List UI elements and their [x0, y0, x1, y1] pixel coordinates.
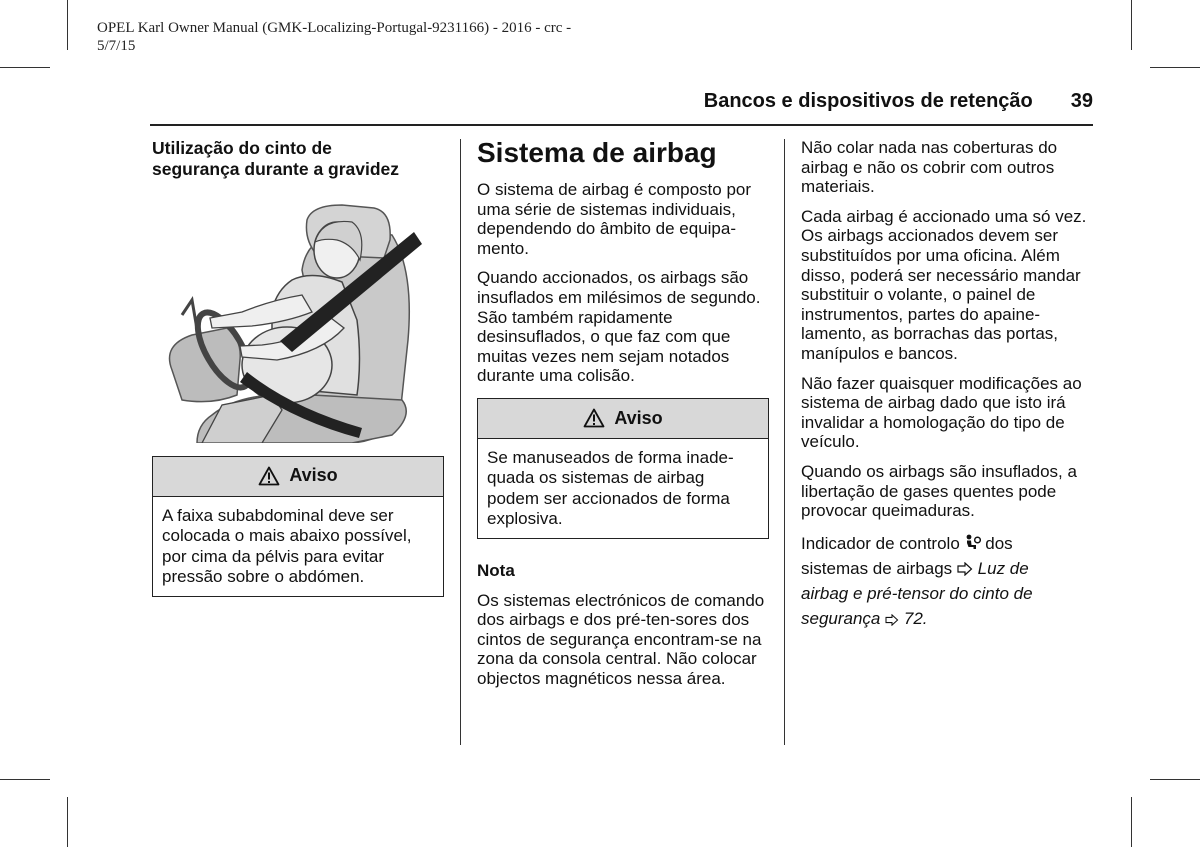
- column-divider: [460, 139, 461, 745]
- crop-mark: [67, 0, 68, 50]
- column-1: [152, 138, 444, 597]
- crop-mark: [0, 779, 50, 780]
- crossref-link[interactable]: airbag e pré-tensor do cinto de: [801, 583, 1033, 603]
- column-2: [477, 136, 769, 699]
- paragraph: Quando accionados, os airbags são insuflados em milésimos de segundo. São também rapidamente desinsuflados, o que faz com que muitas vezes nem sejam notados durante uma colisão.: [477, 268, 761, 386]
- section-heading-line-1: Utilização do cinto de: [152, 138, 332, 158]
- crop-mark: [1131, 797, 1132, 847]
- indicator-text: sistemas de airbags: [801, 558, 953, 578]
- pregnant-woman-seatbelt-illustration: [152, 200, 444, 443]
- meta-line-1: OPEL Karl Owner Manual (GMK-Localizing-Portugal-9231166) - 2016 - crc -: [97, 20, 572, 36]
- crossref-arrow-icon: [885, 614, 899, 626]
- crop-mark: [1150, 779, 1200, 780]
- paragraph: Cada airbag é accionado uma só vez. Os airbags accionados devem ser substituídos por uma oficina. Além disso, poderá ser necessário mandar substituir o volante, o painel de instrumentos, partes do apaine-lamento, as borrachas das portas, manípulos e bancos.: [801, 206, 1087, 363]
- warning-title: Aviso: [614, 407, 663, 428]
- indicator-paragraph: [801, 531, 1097, 631]
- column-3: [801, 138, 1097, 641]
- page-number: 39: [1070, 90, 1093, 112]
- paragraph: O sistema de airbag é composto por uma série de sistemas individuais, dependendo do âmbito de equipa-mento.: [477, 180, 752, 258]
- note-text: Os sistemas electrónicos de comando dos airbags e dos pré-ten-sores dos cintos de segurança encontram-se na zona da consola central. Não colocar objectos magnéticos nessa área.: [477, 590, 765, 688]
- warning-box: [152, 456, 444, 597]
- paragraph: Não fazer quaisquer modificações ao sistema de airbag dado que isto irá invalidar a homologação do tipo de veículo.: [801, 373, 1082, 452]
- warning-triangle-icon: [583, 408, 605, 428]
- warning-box: [477, 398, 769, 539]
- header-rule: [150, 124, 1093, 126]
- warning-header: [478, 399, 768, 439]
- warning-text: Se manuseados de forma inade-quada os sistemas de airbag podem ser accionados de forma explosiva.: [487, 447, 734, 529]
- airbag-seated-person-icon: [965, 534, 981, 551]
- warning-title: Aviso: [289, 465, 338, 486]
- running-header: [560, 90, 1093, 124]
- crossref-link[interactable]: segurança: [801, 608, 881, 628]
- indicator-text: dos: [985, 533, 1013, 553]
- crop-mark: [1131, 0, 1132, 50]
- meta-line-2: 5/7/15: [97, 38, 136, 54]
- paragraph: Quando os airbags são insuflados, a libertação de gases quentes pode provocar queimaduras.: [801, 461, 1077, 521]
- document-meta: [97, 19, 617, 55]
- warning-text: A faixa subabdominal deve ser colocada o mais abaixo possível, por cima da pélvis para evitar pressão sobre o abdómen.: [162, 505, 412, 587]
- crossref-page[interactable]: 72.: [903, 608, 928, 628]
- section-heading-line-2: segurança durante a gravidez: [152, 159, 400, 179]
- section-title: Sistema de airbag: [477, 137, 717, 168]
- paragraph: Não colar nada nas coberturas do airbag e não os cobrir com outros materiais.: [801, 138, 1058, 197]
- crossref-arrow-icon: [957, 562, 973, 576]
- crossref-link[interactable]: Luz de: [977, 558, 1029, 578]
- warning-triangle-icon: [258, 466, 280, 486]
- column-divider: [784, 139, 785, 745]
- warning-header: [153, 457, 443, 497]
- section-heading: [152, 138, 444, 180]
- chapter-title: Bancos e dispositivos de retenção: [703, 90, 1033, 112]
- crop-mark: [67, 797, 68, 847]
- note-label: Nota: [477, 560, 515, 580]
- indicator-text: Indicador de controlo: [801, 533, 960, 553]
- crop-mark: [1150, 67, 1200, 68]
- crop-mark: [0, 67, 50, 68]
